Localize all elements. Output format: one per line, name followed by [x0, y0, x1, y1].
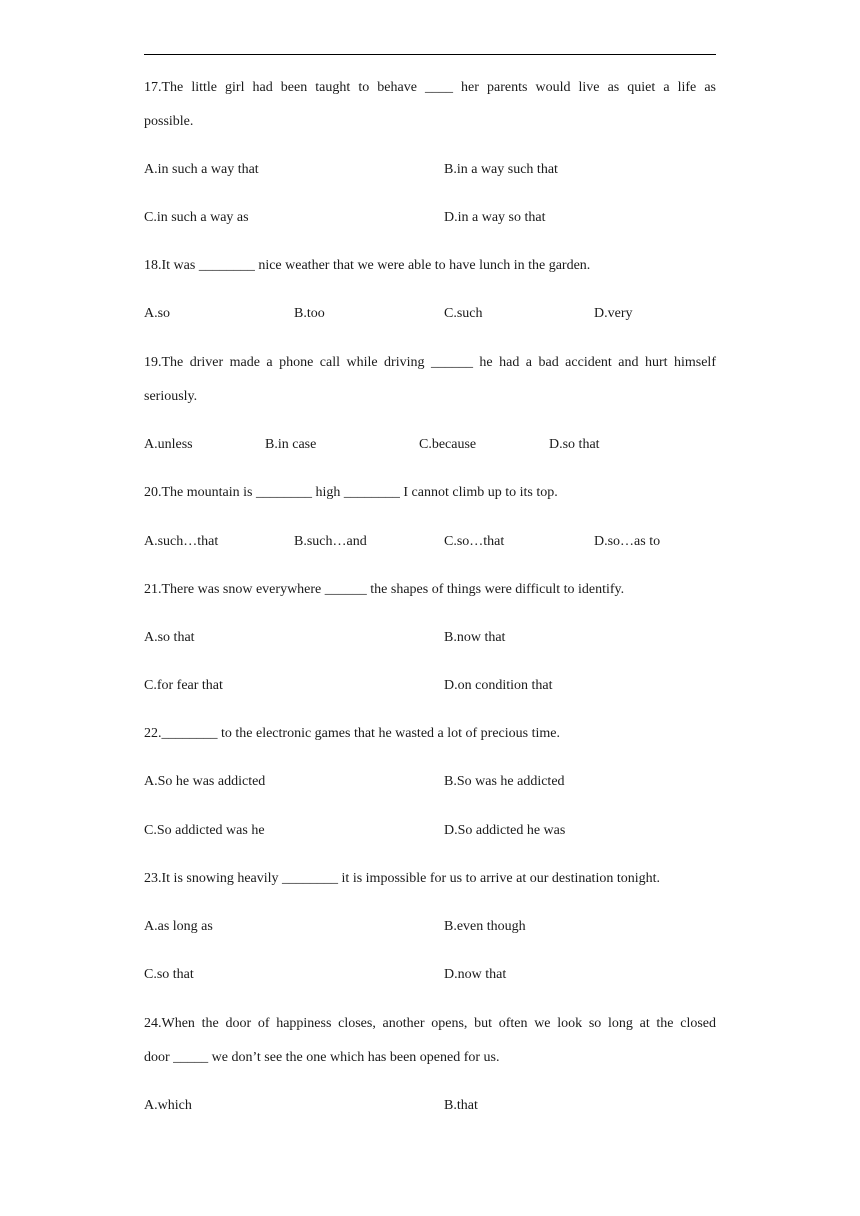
question-21-option-d: D.on condition that	[444, 678, 553, 693]
question-23-stem: 23.It is snowing heavily ________ it is impossible for us to arrive at our destination tonight.	[144, 871, 661, 886]
question-23-option-c: C.so that	[144, 967, 194, 982]
question-22-option-b: B.So was he addicted	[444, 774, 565, 789]
question-23-option-a: A.as long as	[144, 919, 213, 934]
question-17-stem-line-1: 17.The little girl had been taught to behave ____ her parents would live as quiet a life as	[144, 80, 716, 95]
question-20-stem: 20.The mountain is ________ high ________ I cannot climb up to its top.	[144, 485, 558, 500]
question-24-stem-line-1: 24.When the door of happiness closes, another opens, but often we look so long at the closed	[144, 1016, 716, 1031]
question-18-option-b: B.too	[294, 306, 325, 321]
question-21-stem: 21.There was snow everywhere ______ the shapes of things were difficult to identify.	[144, 582, 625, 597]
question-19-option-b: B.in case	[265, 437, 317, 452]
question-17-stem-line-2: possible.	[144, 114, 194, 129]
question-22-option-a: A.So he was addicted	[144, 774, 266, 789]
question-24-stem-line-2: door _____ we don’t see the one which has been opened for us.	[144, 1050, 500, 1065]
question-17-option-d: D.in a way so that	[444, 210, 546, 225]
question-18-option-a: A.so	[144, 306, 171, 321]
question-22-option-c: C.So addicted was he	[144, 823, 265, 838]
header-rule	[144, 54, 716, 55]
question-23-option-d: D.now that	[444, 967, 507, 982]
question-20-option-c: C.so…that	[444, 534, 505, 549]
question-21-option-b: B.now that	[444, 630, 506, 645]
question-24-option-a: A.which	[144, 1098, 192, 1113]
question-20-option-b: B.such…and	[294, 534, 367, 549]
question-18-stem: 18.It was ________ nice weather that we were able to have lunch in the garden.	[144, 258, 591, 273]
question-17-option-b: B.in a way such that	[444, 162, 558, 177]
question-21-option-c: C.for fear that	[144, 678, 223, 693]
question-19-option-a: A.unless	[144, 437, 193, 452]
question-19-stem-line-2: seriously.	[144, 389, 198, 404]
question-20-option-a: A.such…that	[144, 534, 219, 549]
question-21-option-a: A.so that	[144, 630, 195, 645]
question-24-option-b: B.that	[444, 1098, 478, 1113]
question-17-option-c: C.in such a way as	[144, 210, 249, 225]
question-19-option-c: C.because	[419, 437, 477, 452]
question-18-option-d: D.very	[594, 306, 633, 321]
question-18-option-c: C.such	[444, 306, 483, 321]
question-17-option-a: A.in such a way that	[144, 162, 259, 177]
question-19-stem-line-1: 19.The driver made a phone call while driving ______ he had a bad accident and hurt himself	[144, 355, 716, 370]
question-23-option-b: B.even though	[444, 919, 526, 934]
question-22-option-d: D.So addicted he was	[444, 823, 566, 838]
question-22-stem: 22.________ to the electronic games that he wasted a lot of precious time.	[144, 726, 560, 741]
question-20-option-d: D.so…as to	[594, 534, 661, 549]
question-19-option-d: D.so that	[549, 437, 600, 452]
